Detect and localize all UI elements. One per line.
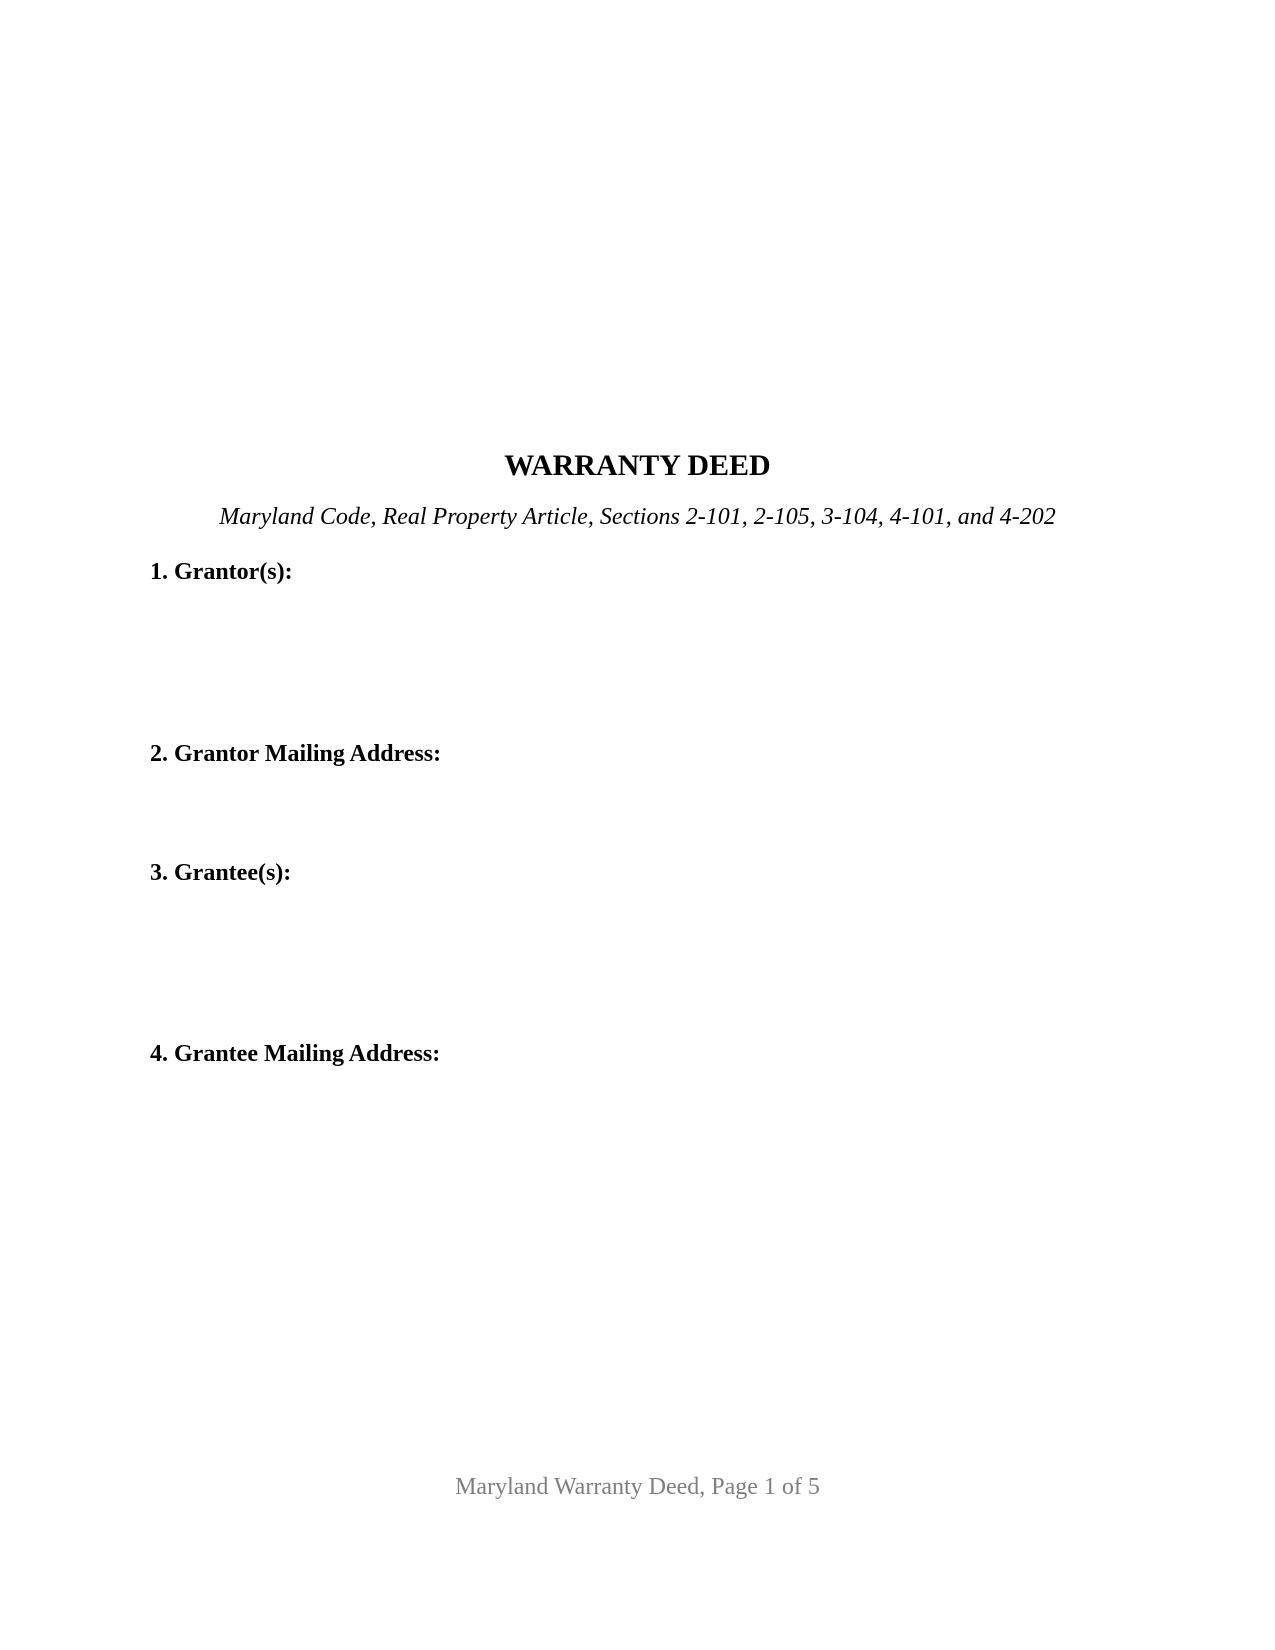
page-footer: Maryland Warranty Deed, Page 1 of 5: [455, 1474, 820, 1500]
section-grantor-address-label: 2. Grantor Mailing Address:: [150, 741, 442, 767]
section-grantees-label: 3. Grantee(s):: [150, 860, 292, 886]
section-grantee-address-label: 4. Grantee Mailing Address:: [150, 1041, 441, 1067]
document-subtitle: Maryland Code, Real Property Article, Sections 2-101, 2-105, 3-104, 4-101, and 4-202: [219, 504, 1056, 530]
document-title: WARRANTY DEED: [504, 449, 771, 482]
section-grantors-label: 1. Grantor(s):: [150, 559, 293, 585]
